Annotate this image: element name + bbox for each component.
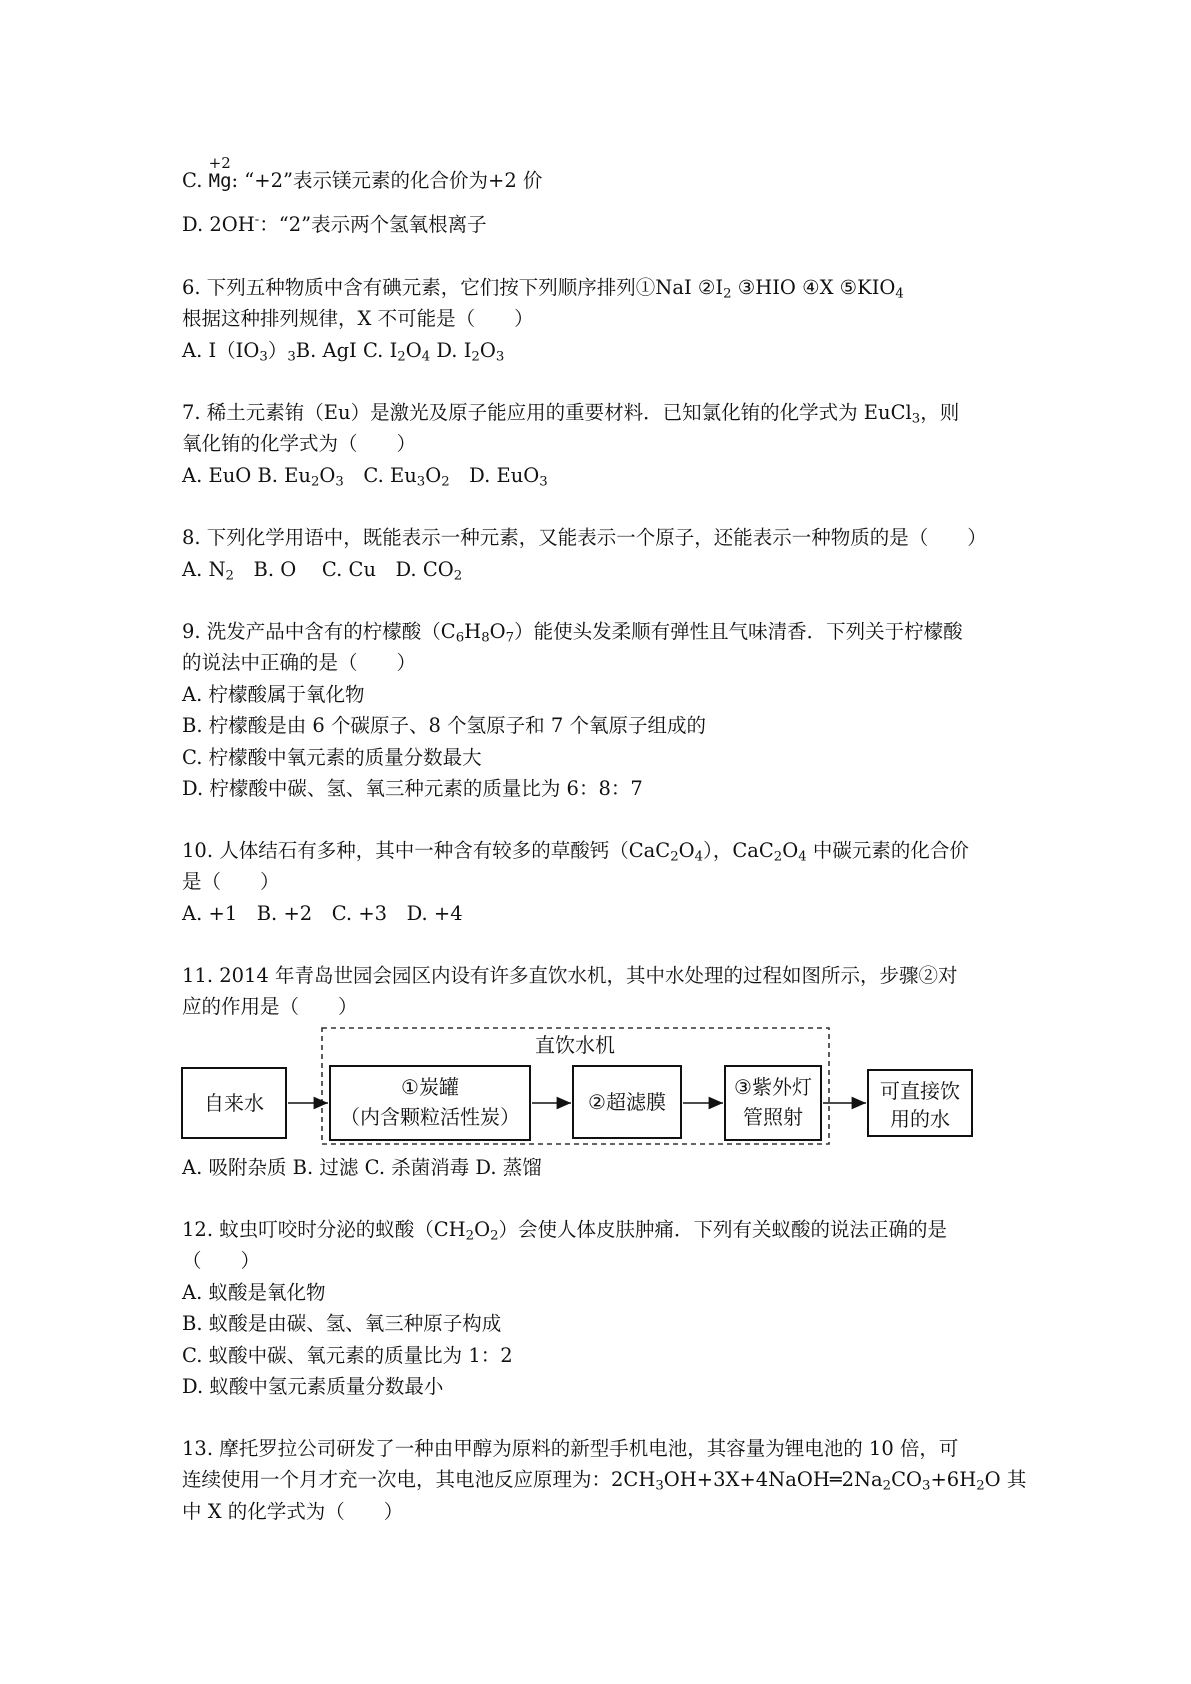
q9-stem-line1: 9. 洗发产品中含有的柠檬酸（C6H8O7）能使头发柔顺有弹性且气味清香．下列关于柠檬酸: [182, 620, 963, 646]
q12-option-d: D. 蚁酸中氢元素质量分数最小: [182, 1375, 444, 1398]
q12-option-a: A. 蚁酸是氧化物: [182, 1281, 326, 1304]
element-symbol: Mg: [208, 170, 232, 192]
q8-options: A. N2 B. O C. Cu D. CO2: [182, 558, 463, 584]
drinkable-water-label-2: 用的水: [890, 1107, 950, 1131]
q11-stem-line1: 11. 2014 年青岛世园会园区内设有许多直饮水机，其中水处理的过程如图所示，步骤②对: [182, 964, 958, 987]
machine-group-label: 直饮水机: [535, 1033, 615, 1057]
uv-lamp-label-2: 管照射: [743, 1105, 803, 1129]
q10-stem-line2: 是（ ）: [182, 870, 280, 893]
q5-option-c: C. +2 Mg: “+2”表示镁元素的化合价为+2 价: [182, 168, 542, 194]
q13-stem-line2: 连续使用一个月才充一次电，其电池反应原理为：2CH3OH+3X+4NaOH═2Na2CO3+6H2O 其: [182, 1468, 1027, 1494]
q5-option-d: D. 2OH-：“2”表示两个氢氧根离子: [182, 212, 487, 236]
carbon-tank-label: ①炭罐: [401, 1075, 459, 1099]
q6-stem-line1: 6. 下列五种物质中含有碘元素，它们按下列顺序排列①NaI ②I2 ③HIO ④X ⑤KIO4: [182, 276, 904, 302]
q7-stem-line2: 氧化铕的化学式为（ ）: [182, 432, 417, 455]
q7-options: A. EuO B. Eu2O3 C. Eu3O2 D. EuO3: [182, 464, 548, 490]
q12-option-b: B. 蚁酸是由碳、氢、氧三种原子构成: [182, 1312, 502, 1335]
q13-stem-line1: 13. 摩托罗拉公司研发了一种由甲醇为原料的新型手机电池，其容量为锂电池的 10 倍，可: [182, 1437, 959, 1460]
q9-option-d: D. 柠檬酸中碳、氢、氧三种元素的质量比为 6：8：7: [182, 777, 643, 800]
q6-stem-line2: 根据这种排列规律，X 不可能是（ ）: [182, 307, 534, 330]
mg-valence-notation: [208, 154, 232, 194]
ultrafiltration-label: ②超滤膜: [588, 1090, 666, 1114]
q6-options: A. I（IO3）3B. AgI C. I2O4 D. I2O3: [182, 339, 505, 365]
q12-stem-line2: （ ）: [182, 1249, 261, 1272]
q9-option-b: B. 柠檬酸是由 6 个碳原子、8 个氢原子和 7 个氧原子组成的: [182, 714, 706, 737]
q13-stem-line3: 中 X 的化学式为（ ）: [182, 1500, 404, 1523]
q11-stem-line2: 应的作用是（ ）: [182, 995, 358, 1018]
carbon-tank-note: （内含颗粒活性炭）: [340, 1105, 520, 1129]
drinkable-water-label-1: 可直接饮: [880, 1079, 960, 1103]
q10-stem-line1: 10. 人体结石有多种，其中一种含有较多的草酸钙（CaC2O4），CaC2O4 中碳元素的化合价: [182, 839, 969, 865]
q7-stem-line1: 7. 稀土元素铕（Eu）是激光及原子能应用的重要材料．已知氯化铕的化学式为 EuCl3，则: [182, 401, 960, 427]
q12-option-c: C. 蚁酸中碳、氧元素的质量比为 1：2: [182, 1344, 513, 1367]
q9-option-c: C. 柠檬酸中氧元素的质量分数最大: [182, 746, 482, 769]
q9-option-a: A. 柠檬酸属于氧化物: [182, 683, 365, 706]
q8-stem: 8. 下列化学用语中，既能表示一种元素，又能表示一个原子，还能表示一种物质的是（ ）: [182, 526, 987, 549]
valence-label: +2: [208, 154, 231, 172]
diagram-svg: [180, 1026, 980, 1146]
q12-stem-line1: 12. 蚊虫叮咬时分泌的蚁酸（CH2O2）会使人体皮肤肿痛．下列有关蚁酸的说法正确的是: [182, 1218, 948, 1244]
water-treatment-diagram: [180, 1026, 980, 1146]
uv-lamp-label-1: ③紫外灯: [734, 1075, 812, 1099]
tap-water-label: 自来水: [204, 1091, 264, 1115]
q10-options: A. +1 B. +2 C. +3 D. +4: [182, 902, 463, 925]
q11-options: A. 吸附杂质 B. 过滤 C. 杀菌消毒 D. 蒸馏: [182, 1156, 542, 1179]
q9-stem-line2: 的说法中正确的是（ ）: [182, 651, 417, 674]
